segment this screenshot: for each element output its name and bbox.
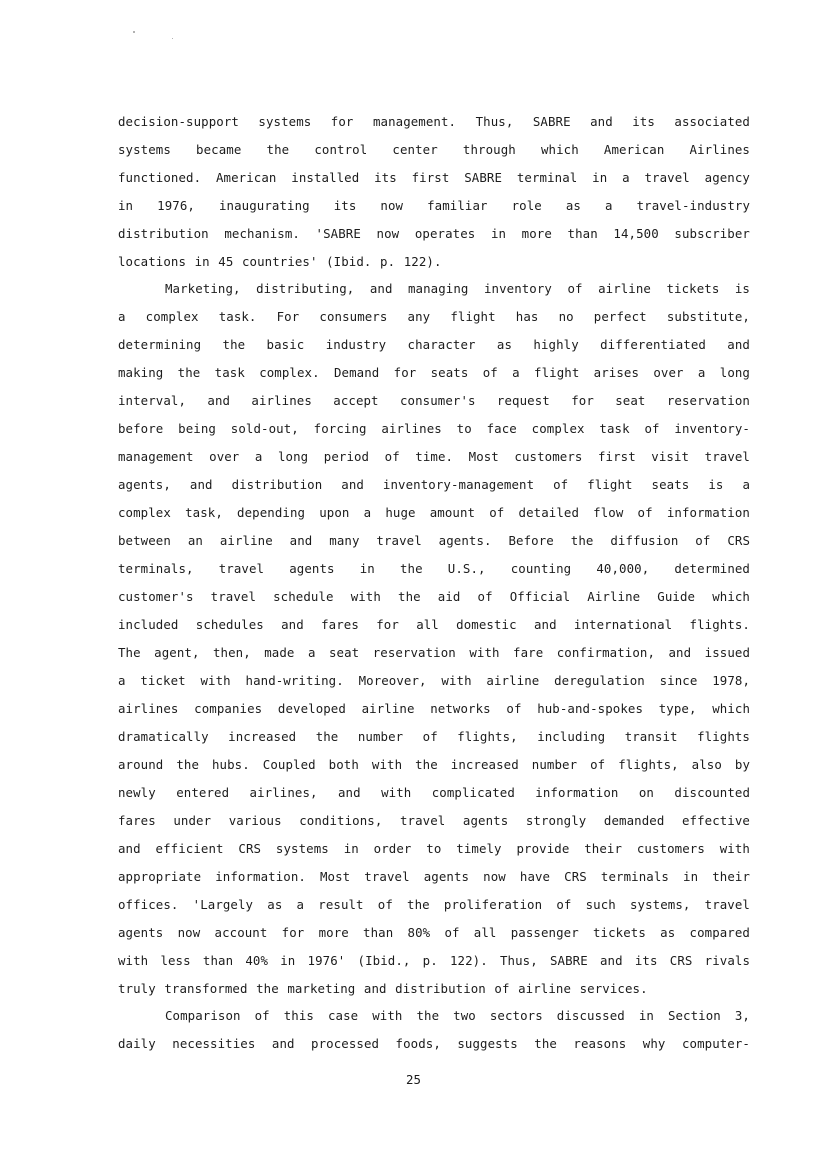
text-line: in 1976, inaugurating its now familiar role as a travel-industry bbox=[118, 198, 750, 213]
text-line: with less than 40% in 1976' (Ibid., p. 122). Thus, SABRE and its CRS rivals bbox=[118, 953, 750, 968]
text-line: decision-support systems for management. Thus, SABRE and its associated bbox=[118, 114, 750, 129]
text-line: before being sold-out, forcing airlines to face complex task of inventory- bbox=[118, 421, 750, 436]
text-line: and efficient CRS systems in order to timely provide their customers with bbox=[118, 841, 750, 856]
text-line: appropriate information. Most travel agents now have CRS terminals in their bbox=[118, 869, 750, 884]
text-line: included schedules and fares for all domestic and international flights. bbox=[118, 617, 750, 632]
text-line: a ticket with hand-writing. Moreover, with airline deregulation since 1978, bbox=[118, 673, 750, 688]
text-line: agents, and distribution and inventory-management of flight seats is a bbox=[118, 477, 750, 492]
text-line: agents now account for more than 80% of all passenger tickets as compared bbox=[118, 925, 750, 940]
text-line: distribution mechanism. 'SABRE now operates in more than 14,500 subscriber bbox=[118, 226, 750, 241]
text-line: determining the basic industry character as highly differentiated and bbox=[118, 337, 750, 352]
text-line: Marketing, distributing, and managing inventory of airline tickets is bbox=[165, 281, 750, 296]
text-line: Comparison of this case with the two sectors discussed in Section 3, bbox=[165, 1008, 750, 1023]
scan-speck bbox=[172, 38, 173, 39]
text-line: a complex task. For consumers any flight has no perfect substitute, bbox=[118, 309, 750, 324]
page-number: 25 bbox=[406, 1072, 421, 1087]
text-line: complex task, depending upon a huge amount of detailed flow of information bbox=[118, 505, 750, 520]
text-line: offices. 'Largely as a result of the proliferation of such systems, travel bbox=[118, 897, 750, 912]
text-line: functioned. American installed its first SABRE terminal in a travel agency bbox=[118, 170, 750, 185]
text-line: between an airline and many travel agents. Before the diffusion of CRS bbox=[118, 533, 750, 548]
text-line: truly transformed the marketing and distribution of airline services. bbox=[118, 981, 648, 996]
text-line: terminals, travel agents in the U.S., counting 40,000, determined bbox=[118, 561, 750, 576]
text-line: interval, and airlines accept consumer's request for seat reservation bbox=[118, 393, 750, 408]
text-line: customer's travel schedule with the aid of Official Airline Guide which bbox=[118, 589, 750, 604]
text-line: airlines companies developed airline networks of hub-and-spokes type, which bbox=[118, 701, 750, 716]
text-line: systems became the control center through which American Airlines bbox=[118, 142, 750, 157]
text-line: daily necessities and processed foods, suggests the reasons why computer- bbox=[118, 1036, 750, 1051]
text-line: newly entered airlines, and with complicated information on discounted bbox=[118, 785, 750, 800]
text-line: around the hubs. Coupled both with the increased number of flights, also by bbox=[118, 757, 750, 772]
text-line: making the task complex. Demand for seats of a flight arises over a long bbox=[118, 365, 750, 380]
text-line: locations in 45 countries' (Ibid. p. 122). bbox=[118, 254, 442, 269]
text-line: fares under various conditions, travel agents strongly demanded effective bbox=[118, 813, 750, 828]
text-line: The agent, then, made a seat reservation with fare confirmation, and issued bbox=[118, 645, 750, 660]
text-line: management over a long period of time. Most customers first visit travel bbox=[118, 449, 750, 464]
scan-speck bbox=[133, 31, 135, 33]
text-line: dramatically increased the number of flights, including transit flights bbox=[118, 729, 750, 744]
